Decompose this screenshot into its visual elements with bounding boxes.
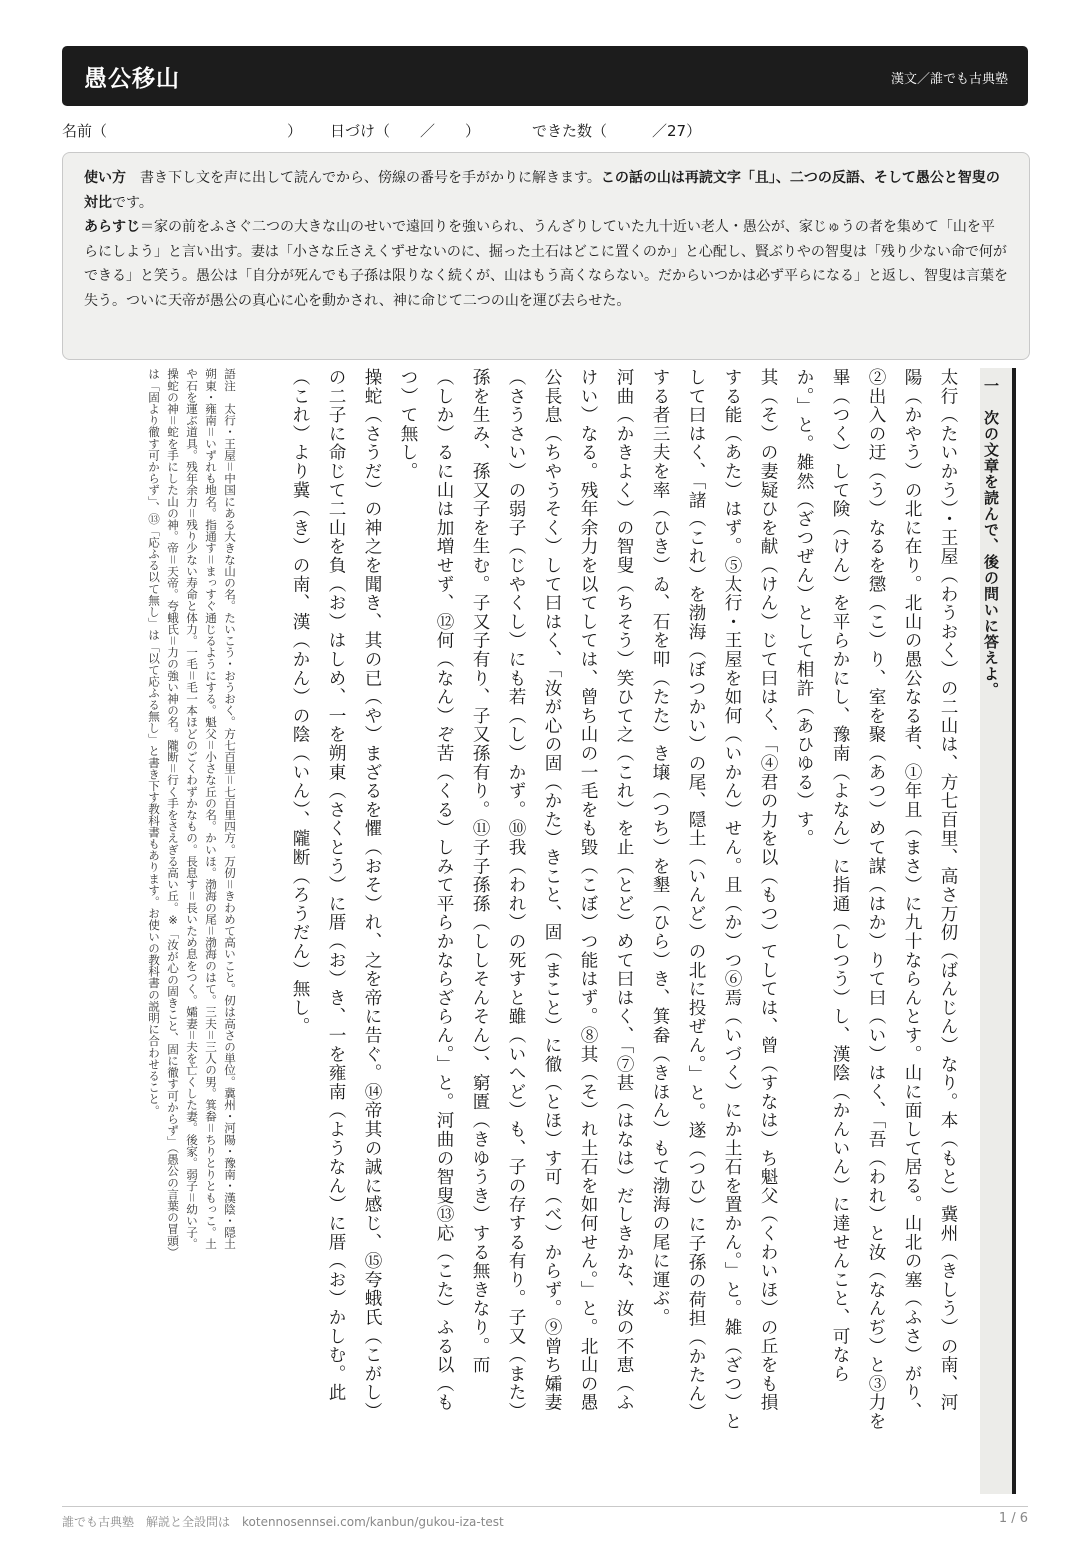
page-header (62, 46, 1028, 106)
question-rule (1012, 368, 1016, 1494)
text-column: 公長息（ちやうそく）して曰はく、「汝が心の固（かた）きこと、固（まこと）に徹（とほ）す可（べ）からず。⑨曾ち孀妻 (542, 368, 562, 1412)
page-subtitle: 漢文／誰でも古典塾 (890, 72, 1008, 87)
kundoku-text (130, 368, 960, 1498)
question-heading: 一 次の文章を読んで、後の問いに答えよ。 (982, 378, 1000, 698)
text-column: か。」と。雑然（ざつぜん）として相許（あひゆる）す。 (794, 368, 814, 848)
footer-link[interactable]: 誰でも古典塾 解説と全設問は kotennosennsei.com/kanbun/gukou-iza-test (62, 1515, 504, 1529)
text-column: （これ）より冀（き）の南、漢（かん）の陰（いん）、隴断（ろうだん）無し。 (290, 368, 310, 1036)
text-column: する者三夫を率（ひき）ゐ、石を叩（たた）き壌（つち）を墾（ひら）き、箕畚（きほん）もて渤海の尾に運ぶ。 (650, 368, 670, 1327)
name-field[interactable]: 名前（ ） (62, 122, 303, 140)
text-column: 太行（たいかう）・王屋（わうおく）の二山は、方七百里、高さ万仞（ばんじん）なり。本（もと）冀州（きしう）の南、河 (938, 368, 958, 1412)
howto-label: 使い方 (84, 170, 126, 186)
text-column: 其（そ）の妻疑ひを献（けん）じて曰はく、「④君の力を以（もつ）てしては、曾（すなは）ち魁父（くわいほ）の丘をも損 (758, 368, 778, 1412)
text-column: 畢（つく）して険（けん）を平らかにし、豫南（よなん）に指通（しつう）し、漢陰（かんいん）に達せんこと、可なら (830, 368, 850, 1384)
score-field[interactable]: できた数（ ／27） (532, 122, 702, 140)
text-column: する能（あた）はず。⑤太行・王屋を如何（いかん）せん。且（か）つ⑥焉（いづく）にか土石を置かん。」と。雑（ざつ）と (722, 368, 742, 1431)
glossary-column: 操蛇の神＝蛇を手にした山の神。帝＝天帝。夸蛾氏＝力の強い神の名。隴断＝行く手をさえぎる高い丘。※「汝が心の固きこと、固に徹す可からず」（愚公の言葉の冒頭） (166, 368, 180, 1258)
text-column: （さうさい）の弱子（じやくし）にも若（し）かず。⑩我（われ）の死すと雖（いへど）も、子の存する有り。子又（また） (506, 368, 526, 1421)
glossary-column: は「固より徹す可からず」、⑬「応ふる以て無し」は「以て応ふる無し」と書き下す教科書もあります。お使いの教科書の説明に合わせること。 (147, 368, 161, 1117)
howto-end: です。 (112, 194, 153, 211)
text-column: 操蛇（さうだ）の神之を聞き、其の已（や）まざるを懼（おそ）れ、之を帝に告ぐ。⑭帝其の誠に感じ、⑮夸蛾氏（こがし） (362, 368, 382, 1421)
glossary-column: 語注 太行・王屋＝中国にある大きな山の名。たいこう・おうおく。方七百里＝七百里四方。万仞＝きわめて高いこと。仞は高さの単位。冀州・河陽・豫南・漢陰・隠土 (223, 368, 237, 1250)
text-column: （しか）るに山は加増せず、⑫何（なん）ぞ苦（くる）しみて平らかならざらん。」と。河曲の智叟⑬応（こた）ふる以（も (434, 368, 454, 1412)
main-text-area (140, 368, 1007, 1498)
text-column: 河曲（かきよく）の智叟（ちそう）笑ひて之（これ）を止（とど）めて曰はく、「⑦甚（はなは）だしきかな、汝の不恵（ふ (614, 368, 634, 1412)
text-column: の二子に命じて二山を負（お）はしめ、一を朔東（さくとう）に厝（お）き、一を雍南（ようなん）に厝（お）かしむ。此 (326, 368, 346, 1402)
glossary-column: 朔東・雍南＝いずれも地名。指通す＝まっすぐ通じるようにする。魁父＝小さな丘の名。かいほ。渤海の尾＝渤海のはて。三夫＝三人の男。箕畚＝ちりとりともっこ。土 (204, 368, 218, 1250)
page-footer (62, 1506, 1028, 1529)
summary-label: あらすじ (84, 219, 140, 235)
summary-paragraph (84, 215, 1008, 313)
howto-bold: この話の山は再読文字「且」、二つの反語、そして愚公と智叟の対比 (84, 170, 1000, 211)
text-column: ②出入の迂（う）なるを懲（こ）り、室を聚（あつ）めて謀（はか）りて曰（い）はく、「吾（われ）と汝（なんぢ）と③力を (866, 368, 886, 1431)
page-number: 1 / 6 (998, 1511, 1028, 1526)
glossary-column: や石を運ぶ道具。残年余力＝残り少ない寿命と体力。一毛＝毛一本ほどのごくわずかなもの。長息す＝長いため息をつく。孀妻＝夫を亡くした妻。後家。弱子＝幼い子。 (185, 368, 199, 1250)
text-column: つ）て無し。 (398, 368, 418, 481)
page-title: 愚公移山 (84, 66, 180, 92)
date-field[interactable]: 日づけ（ ／ ） (330, 122, 481, 140)
summary-text: ＝家の前をふさぐ二つの大きな山のせいで遠回りを強いられ、うんざりしていた九十近い老人・愚公が、家じゅうの者を集めて「山を平らにしよう」と言い出す。妻は「小さな丘さえくずせないのに、掘った土石はどこに置くのか」と心配し、賢ぶりやの智叟は「残り少ない命で何ができる」と笑う。愚公は「自分が死んでも子孫は限りなく続くが、山はもう高くならない。だからいつかは必ず平らになる」と返し、智叟は言葉を失う。ついに天帝が愚公の真心に心を動かされ、神に命じて二つの山を運び去らせた。 (84, 219, 1008, 309)
text-column: 陽（かやう）の北に在り。北山の愚公なる者、①年且（まさ）に九十ならんとす。山に面して居る。山北の塞（ふさ）がり、 (902, 368, 922, 1421)
howto-paragraph (84, 166, 1008, 215)
text-column: けい）なる。残年余力を以てしては、曾ち山の一毛をも毀（こぼ）つ能はず。⑧其（そ）れ土石を如何せん。」と。北山の愚 (578, 368, 598, 1412)
intro-box (62, 152, 1030, 360)
text-column: 孫を生み、孫又子を生む。子又子有り、子又孫有り。⑪子子孫孫（ししそんそん）、窮匱（きゆうき）する無きなり。而 (470, 368, 490, 1375)
howto-text: 書き下し文を声に出して読んでから、傍線の番号を手がかりに解きます。 (126, 170, 601, 186)
text-column: して曰はく、「諸（これ）を渤海（ぼつかい）の尾、隠土（いんど）の北に投ぜん。」と。遂（つひ）に子孫の荷担（かたん） (686, 368, 706, 1422)
